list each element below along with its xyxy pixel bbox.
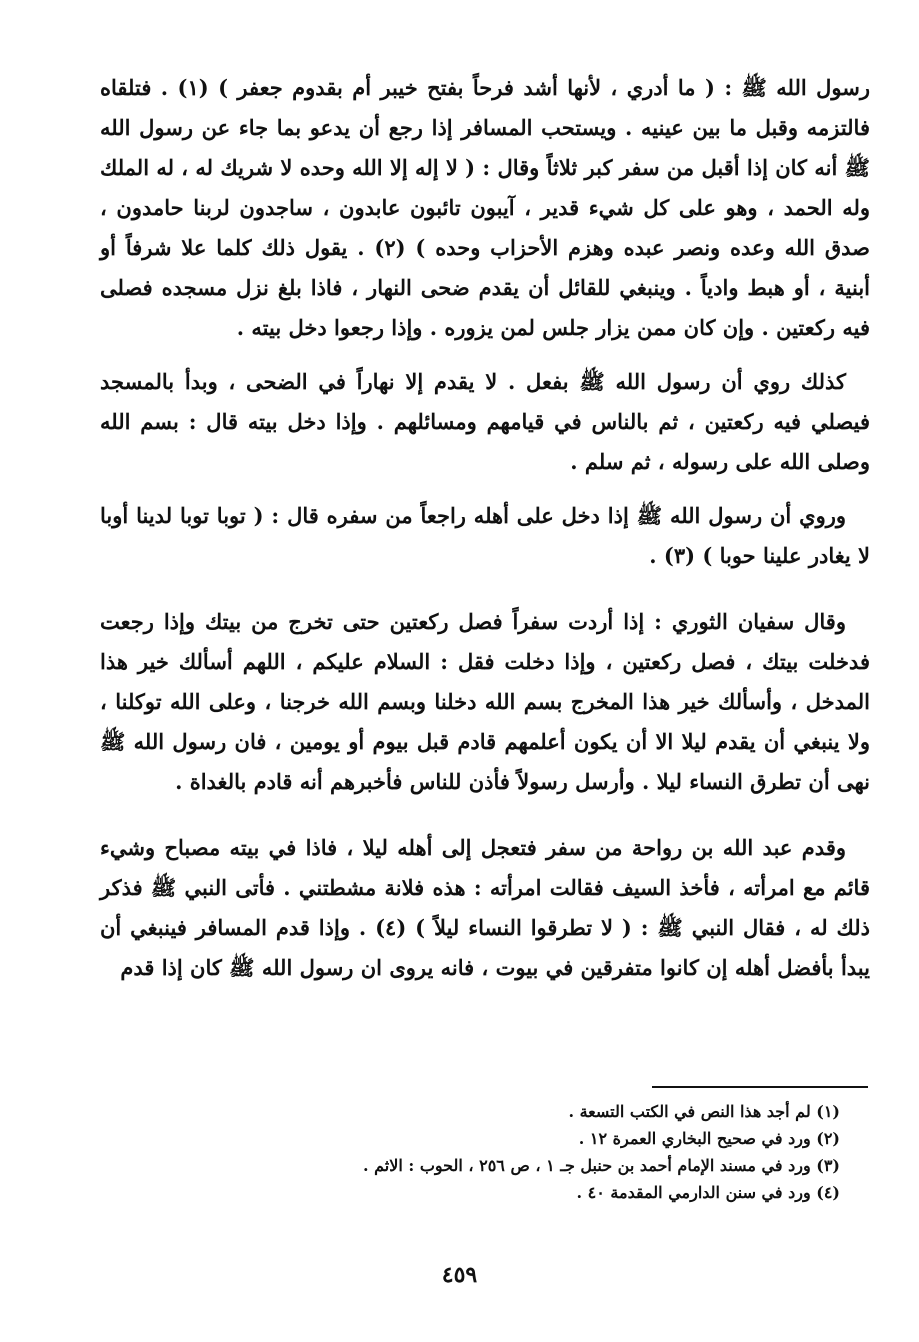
footnote-divider <box>652 1086 868 1088</box>
footnote-4: (٤) ورد في سنن الدارمي المقدمة ٤٠ . <box>576 1183 840 1202</box>
paragraph-2: كذلك روي أن رسول الله ﷺ بفعل . لا يقدم إلا نهاراً في الضحى ، وبدأ بالمسجد فيصلي فيه ركعتين ، ثم بالناس في قيامهم ومسائلهم . وإذا دخل بيته قال : بسم الله وصلى الله على رسوله ، ثم سلم . <box>100 369 870 474</box>
page-number: ٤٥٩ <box>441 1262 478 1288</box>
footnote-3: (٣) ورد في مسند الإمام أحمد بن حنبل جـ ١ ، ص ٢٥٦ ، الحوب : الاثم . <box>362 1156 840 1175</box>
main-text <box>100 68 870 988</box>
paragraph-5: وقدم عبد الله بن رواحة من سفر فتعجل إلى أهله ليلا ، فاذا في بيته مصباح وشيء قائم مع امرأته ، فأخذ السيف فقالت امرأته : هذه فلانة مشطتني . فأتى النبي ﷺ فذكر ذلك له ، فقال النبي ﷺ : ( لا تطرقوا النساء ليلاً ) (٤) . وإذا قدم المسافر فينبغي أن يبدأ بأفضل أهله إن كانوا متفرقين في بيوت ، فانه يروى ان رسول الله ﷺ كان إذا قدم <box>100 835 870 980</box>
footnotes <box>100 1098 840 1206</box>
paragraph-3: وروي أن رسول الله ﷺ إذا دخل على أهله راجعاً من سفره قال : ( توبا توبا لدينا أوبا لا يغادر علينا حوبا ) (٣) . <box>100 503 870 568</box>
paragraph-4: وقال سفيان الثوري : إذا أردت سفراً فصل ركعتين حتى تخرج من بيتك وإذا رجعت فدخلت بيتك ، فصل ركعتين ، وإذا دخلت فقل : السلام عليكم ، اللهم أسألك خير هذا المدخل ، وأسألك خير هذا المخرج بسم الله دخلنا وبسم الله خرجنا ، وعلى الله توكلنا ، ولا ينبغي أن يقدم ليلا الا أن يكون أعلمهم قادم قبل بيوم أو يومين ، فان رسول الله ﷺ نهى أن تطرق النساء ليلا . وأرسل رسولاً فأذن للناس فأخبرهم أنه قادم بالغداة . <box>100 609 870 794</box>
footnote-2: (٢) ورد في صحيح البخاري العمرة ١٢ . <box>578 1129 840 1148</box>
footnote-1: (١) لم أجد هذا النص في الكتب التسعة . <box>568 1102 840 1121</box>
paragraph-1: رسول الله ﷺ : ( ما أدري ، لأنها أشد فرحاً بفتح خيبر أم بقدوم جعفر ) (١) . فتلقاه فالتزمه وقبل ما بين عينيه . ويستحب المسافر إذا رجع أن يدعو بما جاء عن رسول الله ﷺ أنه كان إذا أقبل من سفر كبر ثلاثاً وقال : ( لا إله إلا الله وحده لا شريك له ، له الملك وله الحمد ، وهو على كل شيء قدير ، آيبون تائبون عابدون ، ساجدون لربنا حامدون ، صدق الله وعده ونصر عبده وهزم الأحزاب وحده ) (٢) . يقول ذلك كلما علا شرفاً أو أبنية ، أو هبط وادياً . وينبغي للقائل أن يقدم ضحى النهار ، فاذا بلغ نزل مسجده فصلى فيه ركعتين . وإن كان ممن يزار جلس لمن يزوره . وإذا رجعوا دخل بيته . <box>100 75 871 340</box>
